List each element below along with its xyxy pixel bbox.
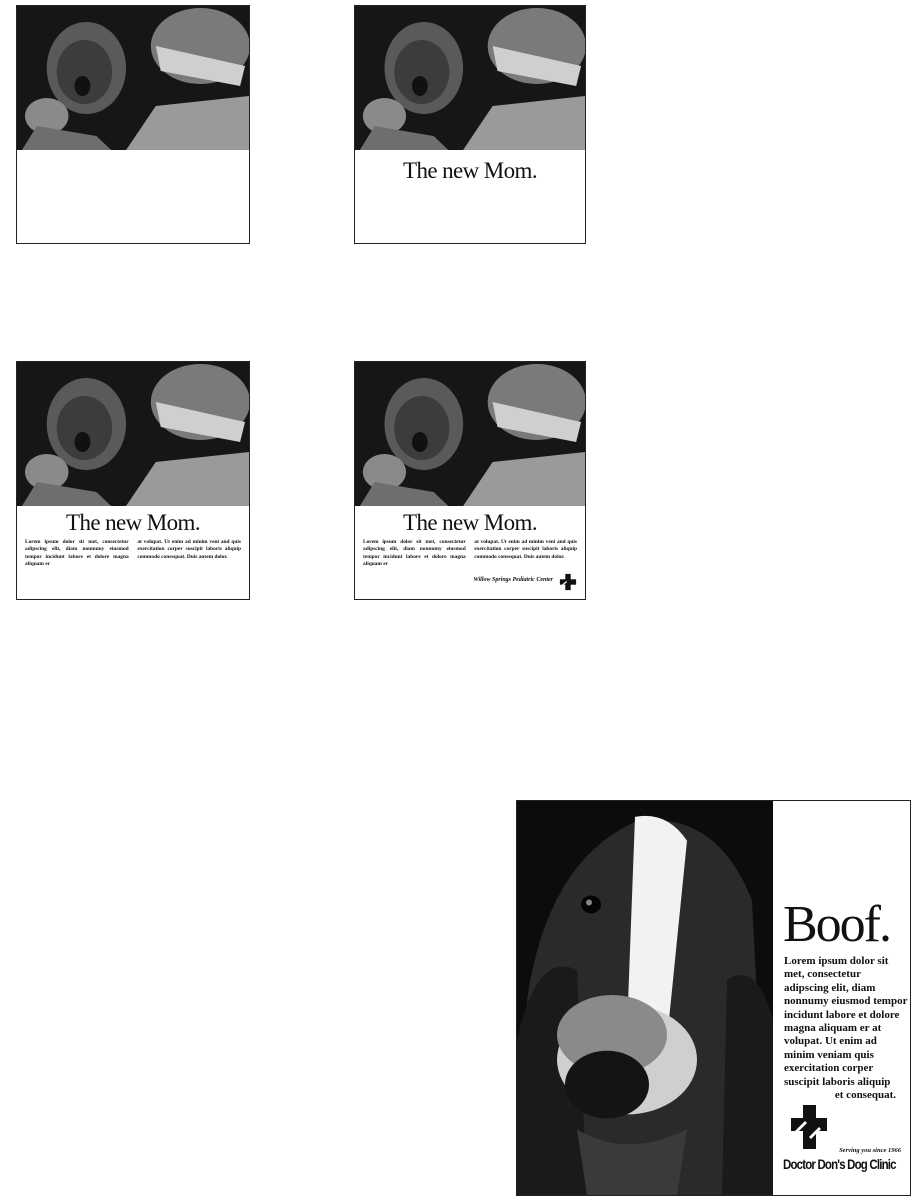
headline: The new Mom.	[66, 510, 200, 535]
ad-panel-3	[16, 361, 250, 600]
clinic-name: Doctor Don's Dog Clinic	[783, 1156, 896, 1172]
ad-panel-4	[354, 361, 586, 600]
ad-copy-column	[773, 801, 911, 1195]
dog-clinic-ad	[516, 800, 911, 1196]
body-text: Lorem ipsum dolor sit met, consectetur adipscing elit, diam nonnumy eiusmod tempor incidunt labore et dolore magna aliquam er at volupat. Ut enim ad minim veniam quis exercitation corper suscipit laboris aliquip	[784, 955, 908, 1088]
body-copy	[363, 539, 577, 569]
body-column-1: Lorem ipsum dolor sit met, consectetur adipscing elit, diam nonnumy eiusmod tempor incidunt labore et dolore magna aliquam er	[363, 539, 466, 568]
headline: Boof.	[783, 896, 890, 953]
newborn-photo	[355, 6, 585, 150]
spaniel-photo	[517, 801, 773, 1195]
body-column-2: at volupat. Ut enim ad minim veni and quis exercitation corper suscipit laboris aliquip commodo consequat. Duis autem dolor.	[474, 539, 577, 560]
body-column-2: at volupat. Ut enim ad minim veni and quis exercitation corper suscipit laboris aliquip commodo consequat. Duis autem dolor.	[137, 539, 241, 560]
ad-panel-2	[354, 5, 586, 244]
body-column-1: Lorem ipsum dolor sit met, consectetur adipscing elit, diam nonnumy eiusmod tempor incidunt labore et dolore magna aliquam er	[25, 539, 129, 568]
headline: The new Mom.	[403, 158, 537, 183]
serving-since-tagline: Serving you since 1966	[839, 1147, 901, 1154]
newborn-photo	[17, 6, 249, 150]
headline: The new Mom.	[403, 510, 537, 535]
medical-cross-logo-icon	[789, 1103, 829, 1151]
medical-cross-logo-icon	[559, 573, 577, 591]
body-copy	[784, 955, 908, 1102]
pediatric-center-signature: Willow Springs Pediatric Center	[473, 577, 553, 583]
newborn-photo	[355, 362, 585, 506]
body-text-last-line: et consequat.	[834, 1089, 896, 1102]
newborn-photo	[17, 362, 249, 506]
ad-panel-1	[16, 5, 250, 244]
body-copy	[25, 539, 241, 569]
